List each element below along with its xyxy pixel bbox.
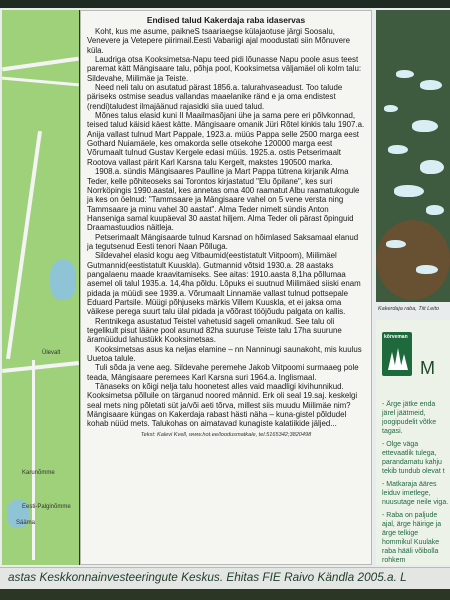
text-credit: Tekst: Kalevi Kvell, www.hot.ee/loodusmatkale, tel.5165342;3820498 [140,431,312,438]
paragraph: Need neli talu on asutatud pärast 1856.a. talurahvaseadust. Too talude päriseks ostmise seadus vallandas maaelanike ränd e ja oma endistest (rendi)taludest ilmajäänud rajasidki siia uued talud. [87,83,343,111]
paragraph: Kooksimetsas asus ka neljas elamine – nn Nanninugi saunakoht, mis kuulus Uuetoa talule. [87,344,362,364]
board-frame-bottom [0,589,450,600]
paragraph: Koht, kus me asume, paikneS tsaariaegse külajaotuse järgi Soosalu, Venevere ja Vetepere piirimail.Eesti Vabariigi ajal moodustati siin Mõnuvere küla. [87,27,351,55]
map-label: Sääma [16,520,36,526]
paragraph: Mõnes talus elasid kuni II Maailmasõjani ühe ja sama pere eri põlvkonnad, teised talud käisid käest kätte. Mängisaare omanik Jüri Rõtel kinkis talu 1907.a. Anija vallast tulnud Mart Pappale, 1923.a. müüs Pappa selle 2500 marga eest Gothard Nuiamäele, kes omakorda selle otsekohe 120000 marga eest Võrumaalt tulnud Gustav Kergele edasi müüs. 1925.a. ostis Petserimaalt Rootova vallast pärit Karl Karsna talu Kergelt, makstes 190500 marka. [87,111,365,167]
paragraph: Laudriga otsa Kooksimetsa-Napu teed pidi lõunasse Napu poole asus teest paremat kätt Mängisaare talu, põhja pool, Kooksimetsa väljamäel oli kolm talu: Sildevahe, Miilimäe ja Teiste. [87,55,362,83]
sponsor-strip [0,567,450,590]
map-road [2,77,79,87]
panel-title: Endised talud Kakerdaja raba idaservas [146,15,306,25]
rule-item: - Raba on paljude ajal, ärge häirige ja ärge telkige hommikul Kuulake raba hääli võibolla rohkem [382,512,442,564]
map-road [32,360,35,560]
paragraph: 1908.a. sündis Mängisaares Paulline ja Mart Pappa tütrena kirjanik Alma Teder, kelle põhiteoseks sai Torontos kirjastatud "Elu õpilane", kes suri Norrköpingis 1990.aastal, kes annetas oma 400 raamatut Albu raamatukogule ja kes on öelnud: "Tammsaare ja Mängisaare vahel on 5 vene versta ning Tammsaare ja minu vahel 30 aastat". Alma Teder nimelt sündis Anton Hanseniga samal kuupäeval 30 aastat hiljem. Alma Teder oli pärast õpinguid Draamastuudios näitleja. [87,167,360,233]
paragraph: Sildevahel elasid kogu aeg Vitbaumid(eestistatult Viitpoom), Miilimäel Gutmannid(eestistatult Kuuskla). Gutmannid võtsid 1930.a. 28 aastaks pangalaenu maade kraavitamiseks. See aitas: 1910.aasta 8,1ha põllumaa asemel oli talul 1935.a. 14,4ha põldu. Lõpuks ei suutnud Miilimäed siiski enam pidada ja müüdi see 1939.a. Võrumaalt Linnamäe vallast tulnud pottsepale Eduard Partsile. Müügi põhjuseks märkis Villem Kuuskla, et ei jaksa oma väikese perega suurt talu ülal pidada ja võõrast tööjõudu palgata on kallis. [87,251,361,317]
bog-pool [386,240,406,248]
bog-pool [388,145,408,154]
bog-pool [426,205,444,215]
map-bog [50,260,76,300]
logo-text: kõrveman [384,334,408,340]
map-label: Ülevalt [42,350,61,356]
rules-panel [376,320,450,565]
bog-vegetation [376,220,450,300]
map-road [2,361,79,373]
map-label: Karunõmme [22,470,55,476]
bog-pool [396,70,414,78]
photo-caption: Kakerdaja raba, Tiit Leito [378,306,440,312]
bog-photo [376,10,450,302]
rule-item: - Olge väga ettevaatlik tulega, parandamatu kahju tekib tundub olevat t [382,441,445,475]
paragraph: Tänaseks on kõigi nelja talu hoonetest alles vaid maadligi kivihunnikud. Kooksimetsa põlluile on tärganud noored männid. Erk oli seal 19.saj. keskelgi seal mets ning põletati süt ja/või aeti tõrva, millest siis muudu Miilimäe nim? Mängisaare küngas on Kakerdaja rabast hästi näha – kuna-gistel põldudel kohab nüüd mets. Talukohas on aimatavad kunagiste kalatiikide jäljed... [87,382,358,429]
paragraph: Petserimaalt Mängisaarde tulnud Karsnad on hõimlased Saksamaal elanud ja tegutsenud Eesti tenori Naan Põlluga. [87,232,359,251]
map-label: Eesti-Palginõmme [22,504,71,510]
area-map [2,10,81,565]
bog-pool [412,120,438,132]
bog-pool [384,105,398,112]
map-road [2,57,79,72]
history-text-panel [80,10,372,565]
paragraph: Rentnikega asustatud Teistel vahetusid sageli omanikud. See talu oli tegelikult pisut lääne pool asunud 82ha suuruse Teiste talu 17ha suurune äramüüdud lahustükk Kooksimetsas. [87,316,342,345]
rule-item: - Ärge jätke enda järel jäätmeid, joogipudelit võtke tagasi. [382,401,437,435]
panel-heading-letter: M [420,358,435,378]
bog-pool [420,80,442,90]
paragraph: Tuli sõda ja vene aeg. Sildevahe peremehe Jakob Viitpoomi surmaaeg pole teada, Mängisaare peremees Karl Karsna suri 1964.a. Inglismaal. [87,363,359,382]
sponsor-text: astas Keskkonnainvesteeringute Keskus. Ehitas FIE Raivo Kändla 2005.a. L [8,570,407,584]
rules-list [382,400,450,565]
map-road [6,131,42,359]
bog-pool [416,265,438,274]
forest-logo [382,332,412,376]
rule-item: - Matkaraja ääres leiduv imetlege, nuusutage neile viga. [382,481,449,506]
bog-pool [420,160,444,174]
board-frame-top [0,0,450,8]
bog-pool [394,185,424,197]
